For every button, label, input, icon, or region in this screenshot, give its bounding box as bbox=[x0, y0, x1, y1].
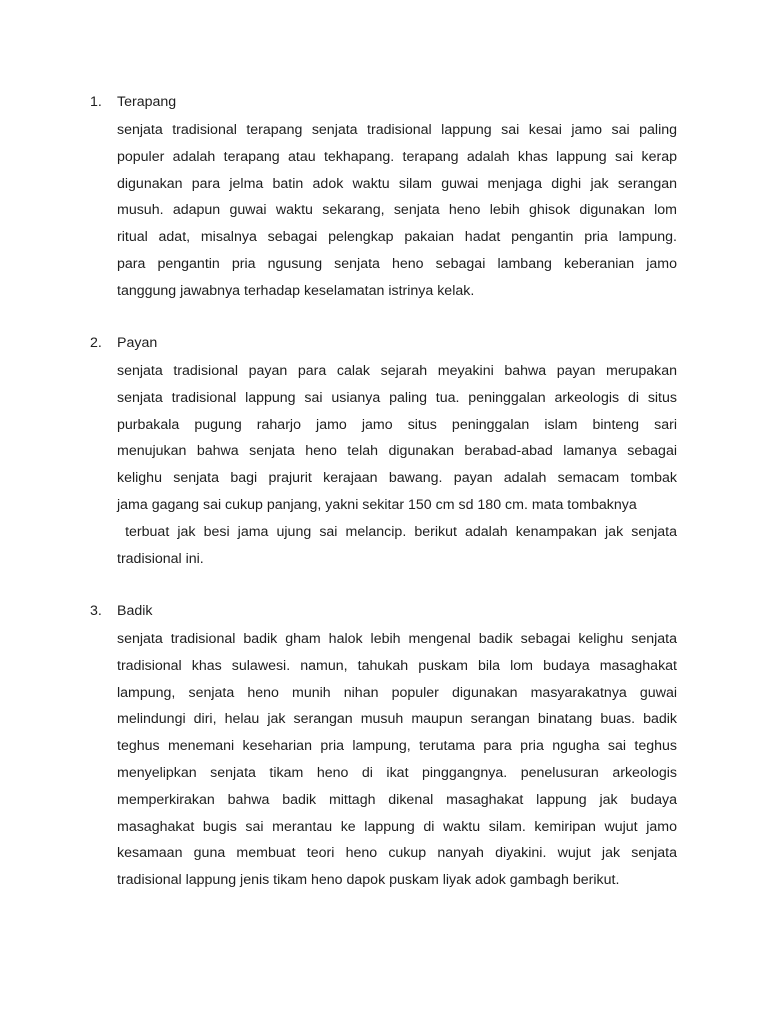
paragraph-line: senjata tradisional badik gham halok lebih mengenal badik sebagai kelighu senjata bbox=[117, 631, 677, 647]
item-number: 1. bbox=[90, 94, 102, 110]
paragraph-line: menujukan bahwa senjata heno telah digunakan berabad-abad lamanya sebagai bbox=[117, 443, 677, 460]
paragraph-line: melindungi diri, helau jak serangan musuh maupun serangan binatang buas. badik bbox=[117, 711, 677, 728]
list-item-payan bbox=[90, 331, 690, 572]
paragraph-line: menyelipkan senjata tikam heno di ikat pinggangnya. penelusuran arkeologis bbox=[117, 764, 677, 781]
paragraph-line: tanggung jawabnya terhadap keselamatan istrinya kelak. bbox=[117, 282, 475, 299]
paragraph-line: tradisional lappung jenis tikam heno dapok puskam liyak adok gambagh berikut. bbox=[117, 872, 620, 889]
item-paragraph bbox=[117, 626, 677, 894]
item-paragraph bbox=[117, 358, 677, 572]
paragraph-line: purbakala pugung raharjo jamo jamo situs peninggalan islam binteng sari bbox=[117, 416, 677, 433]
paragraph-line: para pengantin pria ngusung senjata heno sebagai lambang keberanian jamo bbox=[117, 255, 677, 272]
paragraph-line: lampung, senjata heno munih nihan populer digunakan masyarakatnya guwai bbox=[117, 684, 677, 701]
list-item-terapang bbox=[90, 90, 690, 305]
paragraph-line: tradisional khas sulawesi. namun, tahukah puskam bila lom budaya masaghakat bbox=[117, 657, 677, 674]
paragraph-line: kesamaan guna membuat teori heno cukup nanyah diyakini. wujut jak senjata bbox=[117, 845, 677, 862]
item-title: Payan bbox=[117, 335, 158, 351]
paragraph-line: jama gagang sai cukup panjang, yakni sekitar 150 cm sd 180 cm. mata tombaknya bbox=[117, 496, 637, 513]
item-number: 2. bbox=[90, 335, 102, 351]
paragraph-line: masaghakat bugis sai merantau ke lappung di waktu silam. kemiripan wujut jamo bbox=[117, 818, 677, 835]
paragraph-line: digunakan para jelma batin adok waktu silam guwai menjaga dighi jak serangan bbox=[117, 175, 677, 192]
item-heading bbox=[90, 331, 690, 355]
list-item-badik bbox=[90, 599, 690, 894]
paragraph-line: senjata tradisional lappung sai usianya paling tua. peninggalan arkeologis di situs bbox=[117, 389, 677, 406]
paragraph-line: terbuat jak besi jama ujung sai melancip. berikut adalah kenampakan jak senjata bbox=[117, 523, 677, 540]
item-title: Terapang bbox=[117, 94, 177, 110]
item-paragraph bbox=[117, 117, 677, 305]
paragraph-line: kelighu senjata bagi prajurit kerajaan bawang. payan adalah semacam tombak bbox=[117, 470, 677, 487]
item-number: 3. bbox=[90, 603, 102, 619]
paragraph-line: memperkirakan bahwa badik mittagh dikenal masaghakat lappung jak budaya bbox=[117, 791, 677, 808]
item-heading bbox=[90, 90, 690, 114]
paragraph-line: teghus menemani keseharian pria lampung, terutama para pria ngugha sai teghus bbox=[117, 738, 677, 755]
paragraph-line: populer adalah terapang atau tekhapang. terapang adalah khas lappung sai kerap bbox=[117, 148, 677, 165]
paragraph-line: ritual adat, misalnya sebagai pelengkap pakaian hadat pengantin pria lampung. bbox=[117, 229, 677, 246]
item-heading bbox=[90, 599, 690, 623]
paragraph-line: tradisional ini. bbox=[117, 550, 204, 567]
paragraph-line: musuh. adapun guwai waktu sekarang, senjata heno lebih ghisok digunakan lom bbox=[117, 202, 677, 219]
paragraph-line: senjata tradisional payan para calak sejarah meyakini bahwa payan merupakan bbox=[117, 363, 677, 379]
paragraph-line: senjata tradisional terapang senjata tradisional lappung sai kesai jamo sai paling bbox=[117, 122, 677, 138]
item-title: Badik bbox=[117, 603, 153, 619]
